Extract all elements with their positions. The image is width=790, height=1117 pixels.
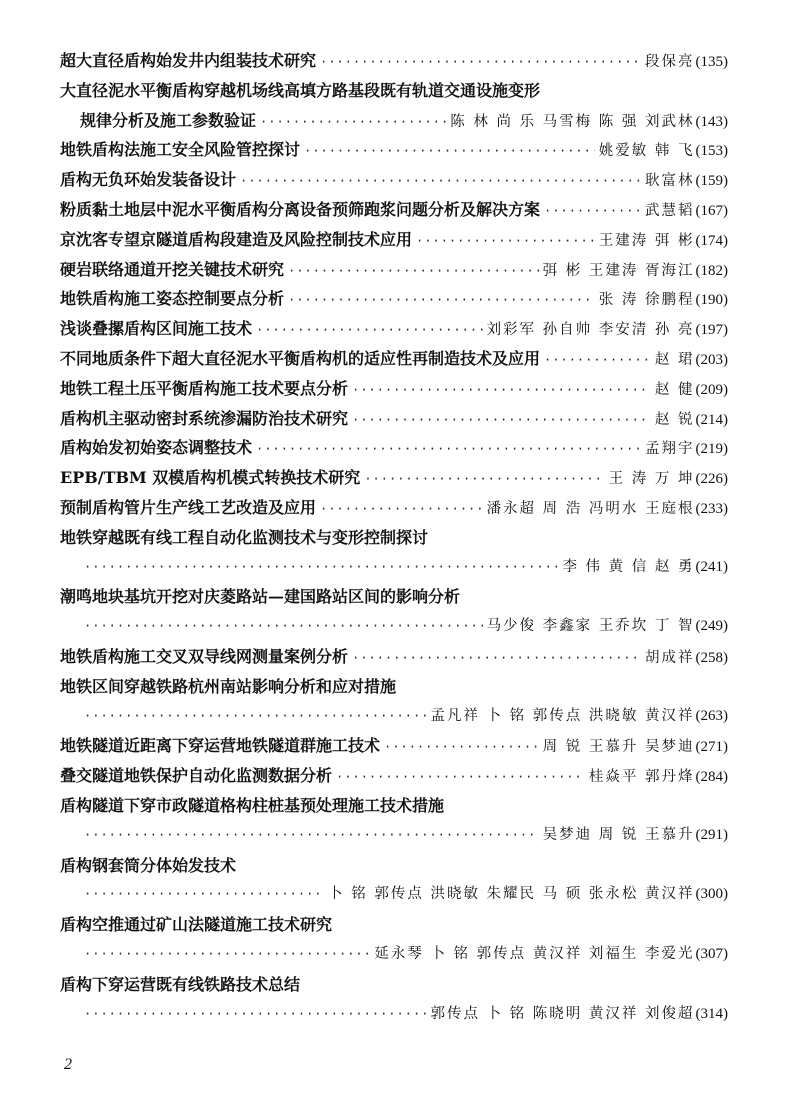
entry-title: EPB/TBM 双模盾构机模式转换技术研究 — [60, 468, 361, 488]
entry-title: 盾构隧道下穿市政隧道格构柱桩基预处理施工技术措施 — [60, 795, 445, 815]
entry-title: 地铁盾构施工交叉双导线网测量案例分析 — [60, 646, 349, 666]
toc-entry-line — [60, 880, 728, 910]
entry-authors: 赵 健 — [654, 381, 695, 398]
entry-page: ( 219 ) — [696, 435, 729, 465]
toc-entry-line — [60, 165, 728, 195]
entry-authors: 卜 铭 郭传点 洪晓敏 朱耀民 马 硕 张永松 黄汉祥 — [328, 886, 695, 903]
toc-entry-line — [60, 523, 728, 553]
entry-page: ( 135 ) — [696, 48, 729, 78]
dot-leader — [364, 465, 604, 495]
entry-page: ( 233 ) — [696, 495, 729, 525]
entry-page: ( 258 ) — [696, 644, 729, 674]
entry-title: 盾构钢套筒分体始发技术 — [60, 855, 237, 875]
entry-page: ( 241 ) — [696, 553, 729, 583]
toc-entry-line — [60, 702, 728, 732]
entry-title: 京沈客专望京隧道盾构段建造及风险控制技术应用 — [60, 229, 413, 249]
entry-page: ( 190 ) — [696, 286, 729, 316]
entry-title: 规律分析及施工参数验证 — [80, 110, 257, 130]
toc-entry-line — [60, 791, 728, 821]
toc-entry-line — [60, 404, 728, 434]
dot-leader — [260, 108, 446, 138]
dot-leader — [352, 644, 641, 674]
entry-title: 超大直径盾构始发井内组装技术研究 — [60, 51, 317, 70]
dot-leader — [256, 316, 483, 346]
entry-page: ( 182 ) — [696, 257, 729, 287]
dot-leader — [384, 733, 539, 763]
dot-leader — [416, 227, 595, 257]
entry-authors: 马少俊 李鑫家 王乔坎 丁 智 — [486, 618, 695, 635]
toc-entry-line — [60, 344, 728, 374]
toc-entry-line — [60, 553, 728, 583]
entry-title: 浅谈叠摞盾构区间施工技术 — [60, 319, 253, 339]
entry-authors: 胡成祥 — [645, 649, 695, 666]
entry-page: ( 153 ) — [696, 137, 729, 167]
toc-entry-line — [60, 463, 728, 493]
entry-authors: 孟翔宇 — [645, 441, 695, 458]
entry-authors: 王建涛 弭 彬 — [598, 232, 695, 249]
toc-entry-line — [60, 672, 728, 702]
entry-page: ( 314 ) — [696, 1000, 729, 1030]
entry-authors: 弭 彬 王建涛 胥海江 — [542, 262, 695, 279]
toc-entry-line — [60, 582, 728, 612]
dot-leader — [84, 553, 558, 583]
entry-page: ( 174 ) — [696, 227, 729, 257]
entry-authors: 赵 锐 — [654, 411, 695, 428]
entry-title: 地铁盾构施工姿态控制要点分析 — [60, 289, 285, 309]
toc-entry-line — [60, 195, 728, 225]
entry-authors: 段保亮 — [645, 54, 695, 70]
toc-entry-line — [60, 255, 728, 285]
dot-leader — [240, 167, 641, 197]
toc-entry-line — [60, 374, 728, 404]
entry-authors: 桂焱平 郭丹烽 — [588, 769, 695, 786]
toc-entry-line — [60, 76, 728, 106]
table-of-contents — [60, 46, 728, 1029]
entry-authors: 李 伟 黄 信 赵 勇 — [562, 558, 695, 575]
entry-title: 盾构无负环始发装备设计 — [60, 170, 237, 190]
entry-authors: 吴梦迪 周 锐 王慕升 — [542, 826, 695, 843]
toc-entry-line — [60, 1000, 728, 1030]
entry-authors: 武慧韬 — [645, 202, 695, 219]
entry-page: ( 209 ) — [696, 376, 729, 406]
dot-leader — [336, 763, 585, 793]
entry-page: ( 203 ) — [696, 346, 729, 376]
entry-page: ( 143 ) — [696, 108, 729, 138]
entry-page: ( 226 ) — [696, 465, 729, 495]
entry-authors: 耿富林 — [645, 173, 695, 190]
entry-title: 粉质黏土地层中泥水平衡盾构分离设备预筛跑浆问题分析及解决方案 — [60, 199, 541, 219]
dot-leader — [84, 940, 370, 970]
entry-page: ( 307 ) — [696, 940, 729, 970]
toc-entry-line — [60, 493, 728, 523]
dot-leader — [544, 346, 651, 376]
entry-page: ( 167 ) — [696, 197, 729, 227]
entry-authors: 潘永超 周 浩 冯明水 王庭根 — [486, 500, 695, 517]
entry-title: 地铁区间穿越铁路杭州南站影响分析和应对措施 — [60, 676, 397, 696]
entry-authors: 延永琴 卜 铭 郭传点 黄汉祥 刘福生 李爱光 — [374, 945, 695, 962]
dot-leader — [352, 376, 651, 406]
toc-entry-line — [60, 821, 728, 851]
toc-entry-line — [60, 135, 728, 165]
dot-leader — [544, 197, 641, 227]
entry-page: ( 271 ) — [696, 733, 729, 763]
entry-title: 大直径泥水平衡盾构穿越机场线高填方路基段既有轨道交通设施变形 — [60, 80, 541, 100]
dot-leader — [84, 821, 539, 851]
entry-authors: 孟凡祥 卜 铭 郭传点 洪晓敏 黄汉祥 — [430, 707, 695, 724]
entry-title: 地铁盾构法施工安全风险管控探讨 — [60, 140, 301, 160]
dot-leader — [320, 495, 483, 525]
entry-title: 盾构始发初始姿态调整技术 — [60, 438, 253, 458]
entry-title: 不同地质条件下超大直径泥水平衡盾构机的适应性再制造技术及应用 — [60, 348, 541, 368]
dot-leader — [256, 435, 641, 465]
entry-authors: 周 锐 王慕升 吴梦迪 — [542, 739, 695, 756]
entry-title: 叠交隧道地铁保护自动化监测数据分析 — [60, 766, 333, 786]
toc-entry-line — [60, 642, 728, 672]
toc-entry-line — [60, 612, 728, 642]
entry-authors: 郭传点 卜 铭 陈晓明 黄汉祥 刘俊超 — [430, 1005, 695, 1022]
entry-title: 硬岩联络通道开挖关键技术研究 — [60, 259, 285, 279]
entry-title: 盾构空推通过矿山法隧道施工技术研究 — [60, 915, 333, 935]
toc-entry-line — [60, 106, 728, 136]
entry-authors: 刘彩军 孙自帅 李安清 孙 亮 — [486, 322, 695, 339]
entry-authors: 陈 林 尚 乐 马雪梅 陈 强 刘武林 — [450, 113, 695, 130]
entry-title: 潮鸣地块基坑开挖对庆菱路站—建国路站区间的影响分析 — [60, 587, 461, 607]
toc-entry-line — [60, 761, 728, 791]
dot-leader — [84, 612, 483, 642]
dot-leader — [352, 406, 651, 436]
entry-title: 预制盾构管片生产线工艺改造及应用 — [60, 497, 317, 517]
entry-authors: 姚爱敏 韩 飞 — [598, 143, 695, 160]
entry-title: 盾构下穿运营既有线铁路技术总结 — [60, 974, 301, 994]
entry-page: ( 291 ) — [696, 821, 729, 851]
dot-leader — [84, 880, 324, 910]
toc-entry-line — [60, 225, 728, 255]
toc-entry-line — [60, 433, 728, 463]
toc-entry-line — [60, 910, 728, 940]
dot-leader — [288, 286, 595, 316]
toc-entry-line — [60, 731, 728, 761]
entry-page: ( 263 ) — [696, 702, 729, 732]
entry-title: 地铁隧道近距离下穿运营地铁隧道群施工技术 — [60, 736, 381, 756]
dot-leader — [288, 257, 539, 287]
entry-authors: 王 涛 万 坤 — [608, 471, 695, 488]
entry-authors: 张 涛 徐鹏程 — [598, 292, 695, 309]
entry-page: ( 284 ) — [696, 763, 729, 793]
toc-entry-line — [60, 851, 728, 881]
page-number: 2 — [64, 1056, 72, 1073]
dot-leader — [320, 48, 641, 78]
dot-leader — [84, 1000, 426, 1030]
entry-page: ( 300 ) — [696, 880, 729, 910]
entry-page: ( 249 ) — [696, 612, 729, 642]
entry-page: ( 214 ) — [696, 406, 729, 436]
entry-title: 地铁工程土压平衡盾构施工技术要点分析 — [60, 378, 349, 398]
toc-entry-line — [60, 314, 728, 344]
entry-title: 盾构机主驱动密封系统渗漏防治技术研究 — [60, 408, 349, 428]
entry-page: ( 197 ) — [696, 316, 729, 346]
toc-entry-line — [60, 970, 728, 1000]
entry-authors: 赵 珺 — [654, 351, 695, 368]
entry-title: 地铁穿越既有线工程自动化监测技术与变形控制探讨 — [60, 527, 429, 547]
toc-entry-line — [60, 940, 728, 970]
dot-leader — [304, 137, 595, 167]
toc-entry-line — [60, 46, 728, 76]
dot-leader — [84, 702, 426, 732]
entry-page: ( 159 ) — [696, 167, 729, 197]
toc-entry-line — [60, 284, 728, 314]
